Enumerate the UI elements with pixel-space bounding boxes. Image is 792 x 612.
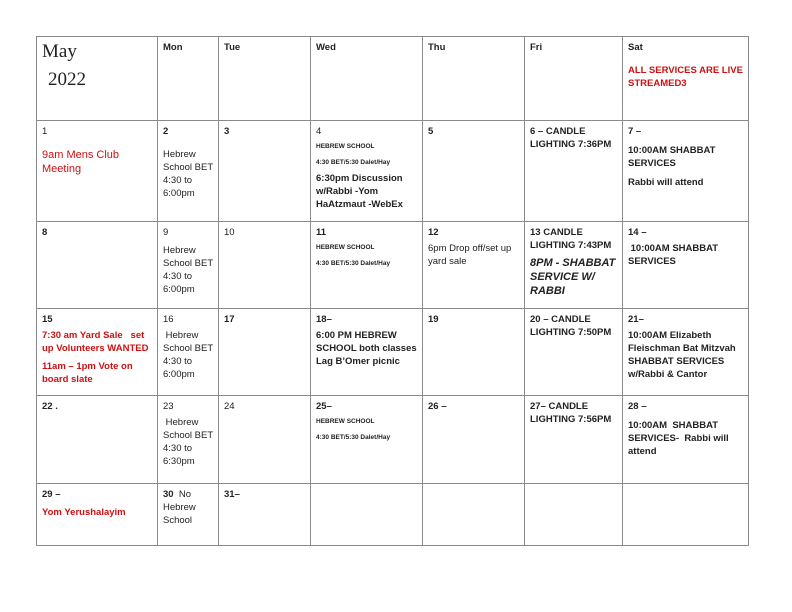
day-number: 23	[163, 401, 174, 412]
day-cell-2	[158, 121, 219, 222]
day-number: 31–	[224, 489, 240, 500]
event-text: 4:30 BET/5:30 Dalet/Hay	[316, 260, 391, 267]
event-text: No	[173, 489, 192, 500]
day-number: 2	[163, 126, 169, 137]
month-cell	[37, 37, 158, 121]
header-mon: Mon	[158, 37, 219, 121]
event-text: yard sale	[428, 256, 467, 267]
event-text: School	[163, 515, 193, 526]
event-text: 9am Mens Club	[42, 149, 120, 161]
day-number: 1	[42, 126, 48, 137]
day-number: 9	[163, 227, 169, 238]
day-number: 15	[42, 314, 53, 325]
header-sat	[623, 37, 749, 121]
day-cell-21	[623, 309, 749, 396]
header-thu: Thu	[423, 37, 525, 121]
event-text: attend	[628, 446, 657, 457]
event-text: 7:30 am Yard Sale set	[42, 330, 145, 341]
day-number: 19	[428, 314, 439, 325]
day-number: 4	[316, 126, 322, 137]
day-cell-6	[525, 121, 623, 222]
event-text: RABBI	[530, 285, 565, 297]
day-number: 8	[42, 227, 48, 238]
day-cell-7	[623, 121, 749, 222]
day-number: 3	[224, 126, 230, 137]
event-text: w/Rabbi -Yom	[316, 186, 379, 197]
event-text: 6:00pm	[163, 188, 195, 199]
day-cell-30	[158, 484, 219, 546]
event-text: 6:00pm	[163, 369, 195, 380]
event-text: Meeting	[42, 163, 82, 175]
event-text: School BET	[163, 258, 214, 269]
event-text: LIGHTING 7:36PM	[530, 139, 612, 150]
event-text: 10:00AM SHABBAT	[628, 145, 716, 156]
header-wed: Wed	[311, 37, 423, 121]
day-cell-10	[219, 222, 311, 309]
header-row	[37, 37, 749, 121]
day-number: 16	[163, 314, 174, 325]
event-text: LIGHTING 7:56PM	[530, 414, 612, 425]
header-tue: Tue	[219, 37, 311, 121]
empty-cell	[311, 484, 423, 546]
event-text: LIGHTING 7:50PM	[530, 327, 612, 338]
empty-cell	[525, 484, 623, 546]
event-text: HEBREW SCHOOL	[316, 244, 375, 251]
day-cell-19	[423, 309, 525, 396]
event-text: School BET	[163, 343, 214, 354]
day-cell-9	[158, 222, 219, 309]
event-text: 4:30 to	[163, 443, 193, 454]
month-title: May	[42, 41, 77, 62]
day-cell-27	[525, 396, 623, 484]
event-text: 4:30 to	[163, 271, 193, 282]
day-number: 25–	[316, 401, 332, 412]
day-number: 7 –	[628, 126, 642, 137]
calendar-table	[36, 36, 749, 546]
event-text: 4:30 BET/5:30 Dalet/Hay	[316, 434, 391, 441]
day-cell-13	[525, 222, 623, 309]
day-number: 10	[224, 227, 235, 238]
event-text: 4:30 to	[163, 175, 193, 186]
event-text: School BET	[163, 162, 214, 173]
day-number: 28 –	[628, 401, 647, 412]
event-text: Lag B’Omer picnic	[316, 356, 400, 367]
day-cell-16	[158, 309, 219, 396]
day-cell-29	[37, 484, 158, 546]
empty-cell	[423, 484, 525, 546]
event-text: up Volunteers WANTED	[42, 343, 149, 354]
event-text: Hebrew	[163, 417, 199, 428]
event-text: Fleischman Bat Mitzvah	[628, 343, 736, 354]
event-text: 6 – CANDLE	[530, 126, 586, 137]
event-text: Rabbi will attend	[628, 177, 704, 188]
event-text: 10:00AM SHABBAT	[628, 243, 719, 254]
week-row-5	[37, 484, 749, 546]
day-cell-23	[158, 396, 219, 484]
day-cell-3	[219, 121, 311, 222]
event-text: SERVICES	[628, 158, 676, 169]
day-cell-15	[37, 309, 158, 396]
live-stream-note-2: STREAMED3	[628, 78, 687, 89]
live-stream-note-1: ALL SERVICES ARE LIVE	[628, 65, 743, 76]
day-cell-25	[311, 396, 423, 484]
event-text: w/Rabbi & Cantor	[628, 369, 708, 380]
day-cell-24	[219, 396, 311, 484]
day-number: 18–	[316, 314, 332, 325]
day-number: 24	[224, 401, 235, 412]
event-text: 20 – CANDLE	[530, 314, 591, 325]
day-number: 5	[428, 126, 434, 137]
day-number: 14 –	[628, 227, 647, 238]
day-cell-11	[311, 222, 423, 309]
day-number: 17	[224, 314, 235, 325]
day-number: 21–	[628, 314, 644, 325]
event-text: HEBREW SCHOOL	[316, 143, 375, 150]
week-row-1	[37, 121, 749, 222]
week-row-2	[37, 222, 749, 309]
event-text: School BET	[163, 430, 214, 441]
event-text: 13 CANDLE	[530, 227, 583, 238]
day-cell-20	[525, 309, 623, 396]
event-text: SERVICES- Rabbi will	[628, 433, 729, 444]
event-text: Hebrew	[163, 330, 199, 341]
day-number: 12	[428, 227, 439, 238]
empty-cell	[623, 484, 749, 546]
event-text: SHABBAT SERVICES	[628, 356, 725, 367]
week-row-4	[37, 396, 749, 484]
day-cell-1	[37, 121, 158, 222]
event-text: Hebrew	[163, 502, 196, 513]
day-cell-31	[219, 484, 311, 546]
week-row-3	[37, 309, 749, 396]
event-text: 6:30pm Discussion	[316, 173, 403, 184]
event-text: 4:30 BET/5:30 Dalet/Hay	[316, 159, 391, 166]
day-number: 29 –	[42, 489, 61, 500]
day-cell-4	[311, 121, 423, 222]
day-number: 11	[316, 227, 327, 238]
year-title: 2022	[48, 69, 86, 90]
day-cell-5	[423, 121, 525, 222]
event-text: 6pm Drop off/set up	[428, 243, 512, 254]
header-sat-label: Sat	[628, 42, 643, 53]
event-text: 10:00AM SHABBAT	[628, 420, 719, 431]
event-text: HEBREW SCHOOL	[316, 418, 375, 425]
event-text: SERVICES	[628, 256, 676, 267]
day-cell-14	[623, 222, 749, 309]
event-text: board slate	[42, 374, 93, 385]
day-number: 30	[163, 489, 174, 500]
event-text: Hebrew	[163, 149, 196, 160]
event-text: HaAtzmaut -WebEx	[316, 199, 403, 210]
day-cell-17	[219, 309, 311, 396]
event-text: Hebrew	[163, 245, 196, 256]
day-cell-12	[423, 222, 525, 309]
event-text: Yom Yerushalayim	[42, 507, 126, 518]
event-text: 4:30 to	[163, 356, 193, 367]
day-cell-8	[37, 222, 158, 309]
event-text: 6:00 PM HEBREW	[316, 330, 397, 341]
day-cell-22	[37, 396, 158, 484]
day-cell-26	[423, 396, 525, 484]
day-cell-28	[623, 396, 749, 484]
day-cell-18	[311, 309, 423, 396]
event-text: 27– CANDLE	[530, 401, 589, 412]
event-text: LIGHTING 7:43PM	[530, 240, 612, 251]
header-fri: Fri	[525, 37, 623, 121]
day-number: 26 –	[428, 401, 447, 412]
event-text: 11am – 1pm Vote on	[42, 361, 133, 372]
event-text: SERVICE W/	[530, 271, 595, 283]
event-text: 8PM - SHABBAT	[530, 257, 616, 269]
day-number: 22 .	[42, 401, 58, 412]
event-text: 10:00AM Elizabeth	[628, 330, 712, 341]
event-text: SCHOOL both classes	[316, 343, 417, 354]
event-text: 6:00pm	[163, 284, 195, 295]
event-text: 6:30pm	[163, 456, 195, 467]
